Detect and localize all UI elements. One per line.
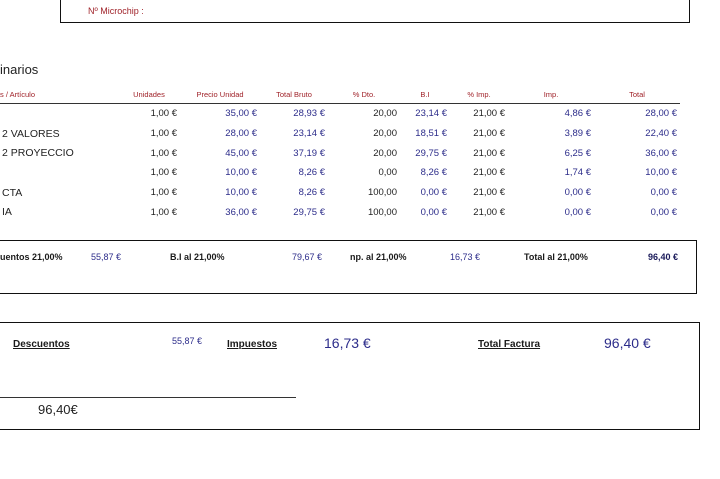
cell: 0,00 € [420,187,447,199]
col-articulo: s / Artículo [0,88,118,104]
bi-value: 79,67 € [292,252,323,262]
tax-totals-box [0,240,697,294]
cell: 20,00 [373,147,397,159]
cell: 2 VALORES [2,127,60,140]
paid-amount: 96,40€ [38,402,78,417]
col-unidades: Unidades [118,88,180,104]
cell: 10,00 € [225,187,257,199]
cell: 1,00 € [150,206,177,218]
cell: 0,00 € [650,187,677,199]
cell: 36,00 € [645,147,677,159]
cell: 2 PROYECCIO [2,147,74,160]
cell: 21,00 € [473,128,505,140]
col-dto: % Dto. [328,88,400,104]
cell: 10,00 € [225,167,257,179]
cell: 18,51 € [415,128,447,140]
cell: 35,00 € [225,108,257,120]
cell: 28,00 € [645,108,677,120]
cell: IA [2,206,12,219]
descuentos-value: 55,87 € [91,252,122,262]
cell: 21,00 € [473,167,505,179]
summary-descuentos-label: Descuentos [13,339,70,350]
cell: 8,26 € [298,167,325,179]
col-total-bruto: Total Bruto [260,88,328,104]
cell: 28,93 € [293,108,325,120]
cell: 4,86 € [564,108,591,120]
cell: 28,00 € [225,128,257,140]
cell: 6,25 € [564,147,591,159]
cell: 22,40 € [645,128,677,140]
table-row [0,163,680,183]
cell: 3,89 € [564,128,591,140]
cell: 29,75 € [293,206,325,218]
total-label: Total al 21,00% [524,252,588,262]
cell: 23,14 € [415,108,447,120]
cell: 21,00 € [473,187,505,199]
summary-impuestos-value: 16,73 € [324,335,371,351]
invoice-lines-table [0,88,680,222]
section-title: inarios [0,62,39,77]
col-total: Total [594,88,680,104]
cell: 0,00 € [564,187,591,199]
cell: 36,00 € [225,206,257,218]
cell: 21,00 € [473,206,505,218]
table-row [0,124,680,144]
cell [0,163,118,183]
cell: 0,00 € [650,206,677,218]
cell: 100,00 [367,206,397,218]
cell: 1,00 € [150,187,177,199]
cell: 21,00 € [473,147,505,159]
col-imp: Imp. [508,88,594,104]
cell: 29,75 € [415,147,447,159]
cell: 1,00 € [150,128,177,140]
microchip-label: Nº Microchip : [88,6,144,16]
imp-label: np. al 21,00% [350,252,407,262]
cell: 100,00 [367,187,397,199]
imp-value: 16,73 € [450,252,481,262]
table-row [0,183,680,203]
microchip-box [60,0,690,23]
cell: 37,19 € [293,147,325,159]
cell: 1,00 € [150,108,177,120]
cell: 8,26 € [420,167,447,179]
cell: 21,00 € [473,108,505,120]
cell [0,104,118,124]
summary-total-label: Total Factura [478,339,541,350]
cell: 23,14 € [293,128,325,140]
summary-impuestos-label: Impuestos [227,339,278,350]
bi-label: B.I al 21,00% [170,252,225,262]
table-row [0,104,680,124]
cell: 0,00 [378,167,397,179]
signature-line [0,397,296,398]
table-header [0,88,680,104]
total-value: 96,40 € [648,252,679,262]
cell: 20,00 [373,108,397,120]
cell: 20,00 [373,128,397,140]
col-precio-unidad: Precio Unidad [180,88,260,104]
cell: 1,74 € [564,167,591,179]
cell: 45,00 € [225,147,257,159]
cell: 8,26 € [298,187,325,199]
cell: CTA [2,186,23,199]
cell: 0,00 € [564,206,591,218]
col-imp-pct: % Imp. [450,88,508,104]
table-row [0,143,680,163]
summary-descuentos-value: 55,87 € [172,336,203,346]
cell: 10,00 € [645,167,677,179]
table-row [0,202,680,222]
cell: 1,00 € [150,147,177,159]
descuentos-label: uentos 21,00% [0,252,63,262]
cell: 0,00 € [420,206,447,218]
col-bi: B.I [400,88,450,104]
cell: 1,00 € [150,167,177,179]
summary-total-value: 96,40 € [604,335,651,351]
